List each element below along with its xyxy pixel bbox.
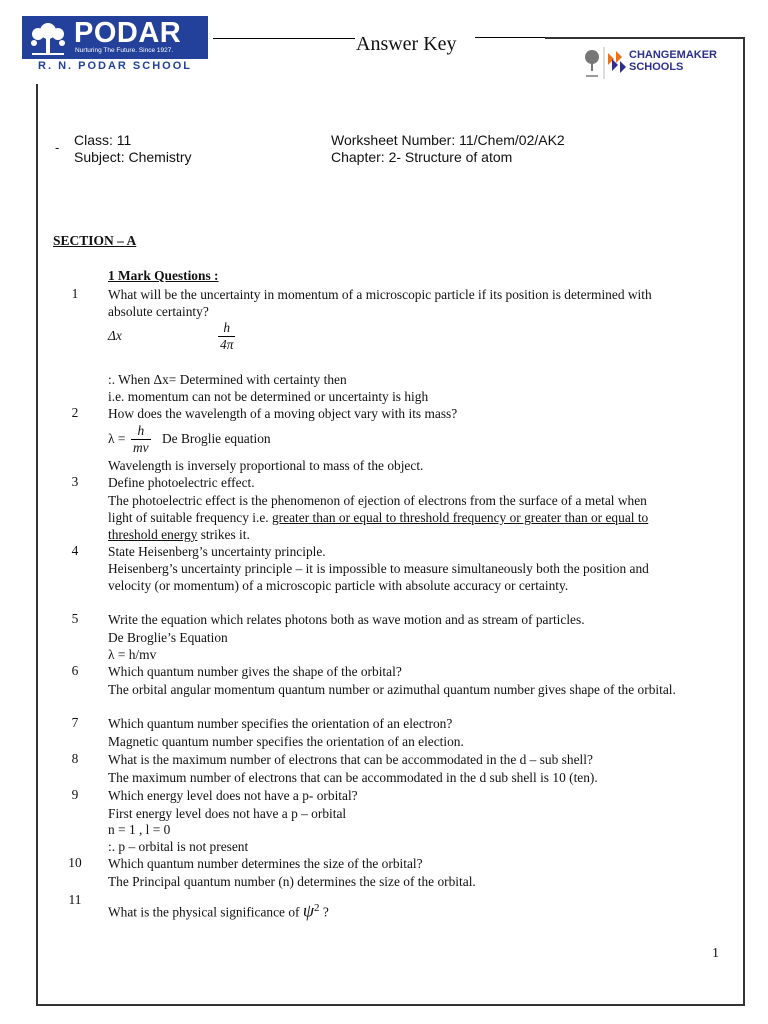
question-number-9: 9 xyxy=(71,787,79,802)
podar-logo xyxy=(22,16,208,74)
info-right xyxy=(331,132,565,166)
q2-fraction-numerator: h xyxy=(137,423,145,438)
changemaker-emblem-icon xyxy=(582,45,628,81)
class-label: Class: 11 xyxy=(74,132,132,148)
logo-banner xyxy=(22,16,208,59)
q1-delta-x: Δx xyxy=(108,328,122,343)
question-7: Which quantum number specifies the orientation of an electron? xyxy=(108,716,453,731)
logo-tagline: Nurturing The Future. Since 1927. xyxy=(75,47,174,54)
q11-text-b: ? xyxy=(319,904,329,920)
info-dash: - xyxy=(55,140,60,155)
q2-answer: Wavelength is inversely proportional to mass of the object. xyxy=(108,458,424,473)
q2-fraction-denominator: mv xyxy=(133,440,149,455)
q1-answer-2: i.e. momentum can not be determined or uncertainty is high xyxy=(108,389,429,404)
q5-answer-2: λ = h/mv xyxy=(108,647,157,662)
question-10: Which quantum number determines the size of the orbital? xyxy=(108,856,423,871)
q3-answer-part-a: The photoelectric effect is the phenomenon of ejection of electrons from the surface of a metal when light of suitable frequency i.e. xyxy=(108,493,647,525)
frame-top xyxy=(545,37,745,39)
q7-answer: Magnetic quantum number specifies the orientation of an election. xyxy=(108,734,464,749)
question-8: What is the maximum number of electrons that can be accommodated in the d – sub shell? xyxy=(108,752,593,767)
q9-answer-1: First energy level does not have a p – orbital xyxy=(108,806,347,821)
school-name: R. N. PODAR SCHOOL xyxy=(38,60,192,72)
question-11 xyxy=(108,900,688,920)
question-3: Define photoelectric effect. xyxy=(108,475,255,490)
question-number-10: 10 xyxy=(68,855,82,870)
question-number-5: 5 xyxy=(71,611,79,626)
q2-lambda: λ = xyxy=(108,431,126,446)
q3-answer-underlined: greater than or equal to threshold frequency or greater than or equal to threshold energy xyxy=(108,510,649,542)
changemaker-line1: CHANGEMAKER xyxy=(629,49,717,61)
mark-questions-heading: 1 Mark Questions : xyxy=(108,268,219,283)
frame-left xyxy=(36,84,38,1006)
logo-brand: PODAR xyxy=(74,17,182,49)
question-4: State Heisenberg’s uncertainty principle. xyxy=(108,544,326,559)
question-2: How does the wavelength of a moving object vary with its mass? xyxy=(108,406,458,421)
tree-icon xyxy=(26,19,70,57)
q6-answer: The orbital angular momentum quantum number or azimuthal quantum number gives shape of the orbital. xyxy=(108,682,676,697)
q11-text-a: What is the physical significance of xyxy=(108,904,303,920)
q5-answer-1: De Broglie’s Equation xyxy=(108,630,228,645)
question-number-6: 6 xyxy=(71,663,79,678)
question-number-11: 11 xyxy=(68,892,82,907)
changemaker-text xyxy=(629,49,717,73)
question-9: Which energy level does not have a p- orbital? xyxy=(108,788,358,803)
question-number-2: 2 xyxy=(71,405,79,420)
header-rule-right xyxy=(475,37,545,38)
q4-answer: Heisenberg’s uncertainty principle – it is impossible to measure simultaneously both the position and velocity (or momentum) of a microscopic particle with absolute accuracy or certainty. xyxy=(108,561,649,593)
question-1: What will be the uncertainty in momentum of a microscopic particle if its position is determined with absolute certainty? xyxy=(108,287,652,319)
frame-bottom xyxy=(36,1004,745,1006)
question-number-1: 1 xyxy=(71,286,79,301)
header-rule-left xyxy=(213,38,355,39)
q10-answer: The Principal quantum number (n) determines the size of the orbital. xyxy=(108,874,476,889)
chapter-label: Chapter: 2- Structure of atom xyxy=(331,149,513,165)
section-heading: SECTION – A xyxy=(53,233,137,248)
q1-fraction-denominator: 4π xyxy=(220,337,234,352)
q9-answer-2: n = 1 , l = 0 xyxy=(108,822,171,837)
frame-right xyxy=(743,37,745,1006)
info-left xyxy=(74,132,191,166)
subject-label: Subject: Chemistry xyxy=(74,149,192,165)
q2-fraction xyxy=(131,423,151,456)
page-title: Answer Key xyxy=(356,33,457,55)
changemaker-logo xyxy=(582,45,732,85)
q11-psi: ψ xyxy=(302,900,315,921)
changemaker-line2: SCHOOLS xyxy=(629,61,684,73)
question-5: Write the equation which relates photons both as wave motion and as stream of particles. xyxy=(108,612,585,627)
q9-answer-3: :. p – orbital is not present xyxy=(108,839,249,854)
q2-equation-label: De Broglie equation xyxy=(162,431,271,446)
q3-answer-part-b: strikes it. xyxy=(197,527,250,542)
q8-answer: The maximum number of electrons that can be accommodated in the d sub shell is 10 (ten). xyxy=(108,770,598,785)
question-number-8: 8 xyxy=(71,751,79,766)
q1-answer-1: :. When Δx= Determined with certainty then xyxy=(108,372,347,387)
worksheet-label: Worksheet Number: 11/Chem/02/AK2 xyxy=(331,132,565,148)
q1-fraction-numerator: h xyxy=(223,320,231,335)
q11-superscript: 2 xyxy=(314,902,320,914)
question-6: Which quantum number gives the shape of the orbital? xyxy=(108,664,402,679)
question-number-4: 4 xyxy=(71,543,79,558)
question-number-3: 3 xyxy=(71,474,79,489)
q3-answer xyxy=(108,492,668,543)
q1-fraction xyxy=(218,320,235,353)
question-number-7: 7 xyxy=(71,715,79,730)
page-number: 1 xyxy=(712,946,719,961)
